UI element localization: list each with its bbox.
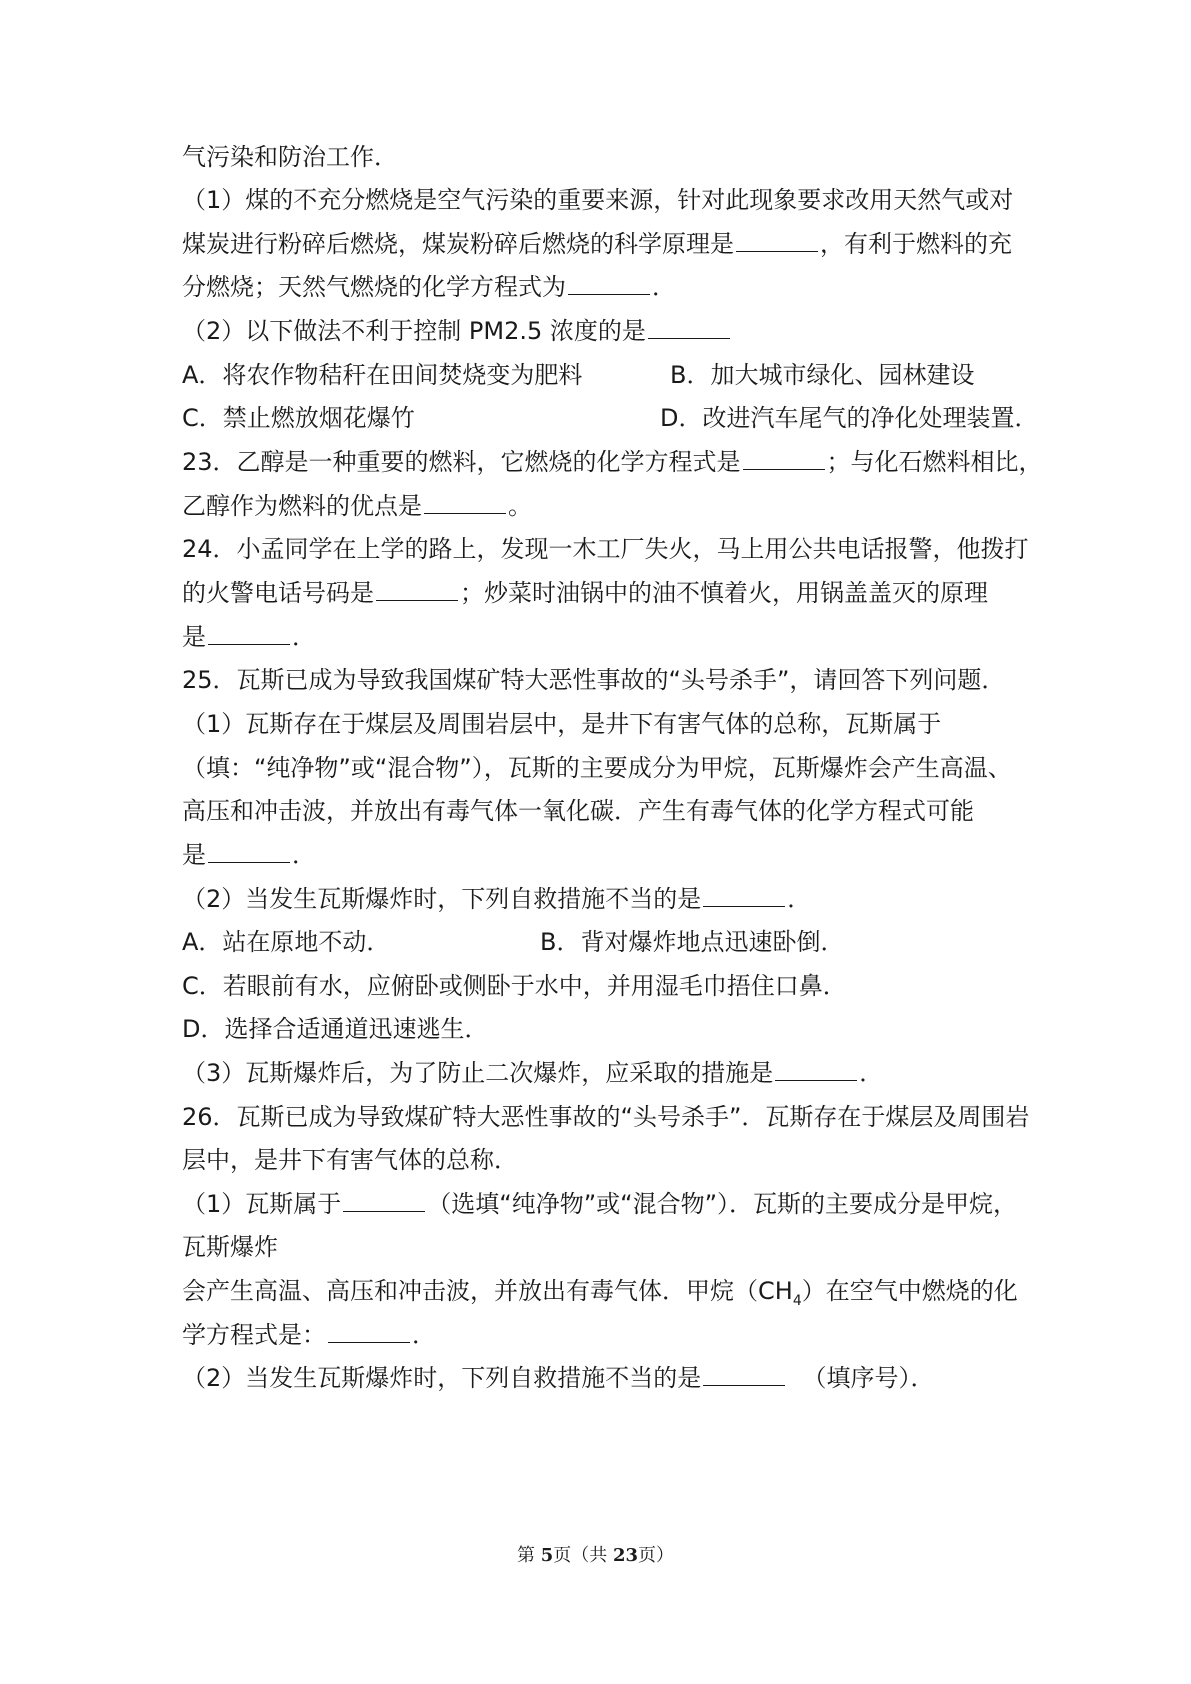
option-b: B．背对爆炸地点迅速卧倒． (540, 928, 845, 956)
q25-1-line (182, 794, 1022, 828)
answer-blank[interactable] (743, 445, 825, 470)
line-text: （2）当发生瓦斯爆炸时，下列自救措施不当的是 (182, 885, 702, 913)
answer-blank[interactable] (208, 838, 290, 863)
answer-blank[interactable] (775, 1056, 857, 1081)
line-text: ． (292, 623, 316, 651)
q25-2-line (182, 882, 1022, 916)
q25-3-line (182, 1056, 1022, 1090)
line-text: ． (292, 841, 316, 869)
line-text: ． (859, 1059, 884, 1087)
q23-line (182, 489, 1022, 523)
page-footer (0, 1544, 1191, 1568)
q25-option-line (182, 1012, 1022, 1046)
q24-line (182, 620, 1022, 654)
answer-blank[interactable] (648, 314, 730, 339)
answer-blank[interactable] (328, 1318, 410, 1343)
line-text: ；炒菜时油锅中的油不慎着火，用锅盖盖灭的原理 (460, 579, 988, 607)
line-text: ，有利于燃料的充 (820, 230, 1012, 258)
footer-text: 页） (638, 1545, 675, 1566)
line-text: （2）当发生瓦斯爆炸时，下列自救措施不当的是 (182, 1364, 702, 1392)
answer-blank[interactable] (703, 1361, 785, 1386)
q26-1-line (182, 1274, 1022, 1318)
q22-1-line (182, 183, 1022, 217)
line-text: 高压和冲击波，并放出有毒气体一氧化碳．产生有毒气体的化学方程式可能 (182, 797, 974, 825)
q22-1-line (182, 227, 1022, 261)
line-text: （3）瓦斯爆炸后，为了防止二次爆炸，应采取的措施是 (182, 1059, 774, 1087)
q25-1-line (182, 707, 1022, 741)
answer-blank[interactable] (736, 227, 818, 252)
line-text: 学方程式是： (182, 1321, 326, 1349)
total-pages: 23 (612, 1545, 639, 1566)
line-text: 。 (508, 492, 532, 520)
option-d: D．改进汽车尾气的净化处理装置． (660, 404, 1039, 432)
answer-blank[interactable] (343, 1187, 425, 1212)
option-b: B．加大城市绿化、园林建设 (670, 361, 975, 389)
answer-blank[interactable] (568, 270, 650, 295)
line-text: 是 (182, 623, 206, 651)
q22-1-line (182, 270, 1022, 304)
line-text: 26．瓦斯已成为导致煤矿特大恶性事故的“头号杀手”．瓦斯存在于煤层及周围岩 (182, 1103, 1030, 1131)
line-text: ． (787, 885, 812, 913)
option-a: A．站在原地不动． (182, 928, 391, 956)
line-text: （填：“纯净物”或“混合物”），瓦斯的主要成分为甲烷，瓦斯爆炸会产生高温、 (182, 754, 1012, 782)
line-text: 气污染和防治工作． (182, 143, 398, 171)
text-line (182, 140, 1022, 174)
page-number: 5 (540, 1545, 554, 1566)
line-text: （2）以下做法不利于控制 PM2.5 浓度的是 (182, 317, 646, 345)
answer-blank[interactable] (376, 576, 458, 601)
footer-text: 页（共 (553, 1545, 613, 1566)
line-text: 是 (182, 841, 206, 869)
answer-blank[interactable] (703, 882, 785, 907)
footer-text: 第 (516, 1545, 541, 1566)
line-text: ． (652, 273, 676, 301)
q23-line (182, 445, 1043, 479)
q26-2-line (182, 1361, 1022, 1395)
option-a: A．将农作物秸秆在田间焚烧变为肥料 (182, 361, 583, 389)
option-d: D．选择合适通道迅速逃生． (182, 1015, 489, 1043)
q26-1-line (182, 1230, 1022, 1264)
line-text: 会产生高温、高压和冲击波，并放出有毒气体．甲烷（CH (182, 1277, 793, 1305)
subscript: 4 (792, 1292, 802, 1309)
q25-1-line (182, 751, 1022, 785)
line-text: 层中，是井下有害气体的总称． (182, 1146, 518, 1174)
q24-line (182, 576, 1022, 610)
line-text: （1）煤的不充分燃烧是空气污染的重要来源，针对此现象要求改用天然气或对 (182, 186, 1014, 214)
line-text: （1）瓦斯属于 (182, 1190, 342, 1218)
line-text: 分燃烧；天然气燃烧的化学方程式为 (182, 273, 566, 301)
line-text: （1）瓦斯存在于煤层及周围岩层中，是井下有害气体的总称，瓦斯属于 (182, 710, 942, 738)
q26-1-line (182, 1187, 1022, 1221)
answer-blank[interactable] (208, 620, 290, 645)
q26-line (182, 1100, 1030, 1134)
option-c: C．禁止燃放烟花爆竹 (182, 404, 415, 432)
line-text: 煤炭进行粉碎后燃烧，煤炭粉碎后燃烧的科学原理是 (182, 230, 734, 258)
line-text: ；与化石燃料相比， (826, 448, 1043, 476)
line-text: ）在空气中燃烧的化 (801, 1277, 1018, 1305)
q24-line (182, 532, 1029, 566)
line-text: 瓦斯爆炸 (182, 1233, 278, 1261)
line-text: 乙醇作为燃料的优点是 (182, 492, 422, 520)
line-text: 24．小孟同学在上学的路上，发现一木工厂失火，马上用公共电话报警，他拨打 (182, 535, 1029, 563)
line-text: 的火警电话号码是 (182, 579, 374, 607)
q25-line (182, 663, 1022, 697)
line-text: 23．乙醇是一种重要的燃料，它燃烧的化学方程式是 (182, 448, 741, 476)
line-text: ． (412, 1321, 436, 1349)
q26-line (182, 1143, 1022, 1177)
q22-2-line (182, 314, 1022, 348)
line-text: 25．瓦斯已成为导致我国煤矿特大恶性事故的“头号杀手”，请回答下列问题． (182, 666, 1006, 694)
q25-1-line (182, 838, 1022, 872)
line-text: （填序号）． (802, 1364, 935, 1392)
option-c: C．若眼前有水，应俯卧或侧卧于水中，并用湿毛巾捂住口鼻． (182, 972, 847, 1000)
line-text: （选填“纯净物”或“混合物”）．瓦斯的主要成分是甲烷， (427, 1190, 1018, 1218)
q26-1-line (182, 1318, 1022, 1352)
q25-option-line (182, 969, 1022, 1003)
answer-blank[interactable] (424, 489, 506, 514)
